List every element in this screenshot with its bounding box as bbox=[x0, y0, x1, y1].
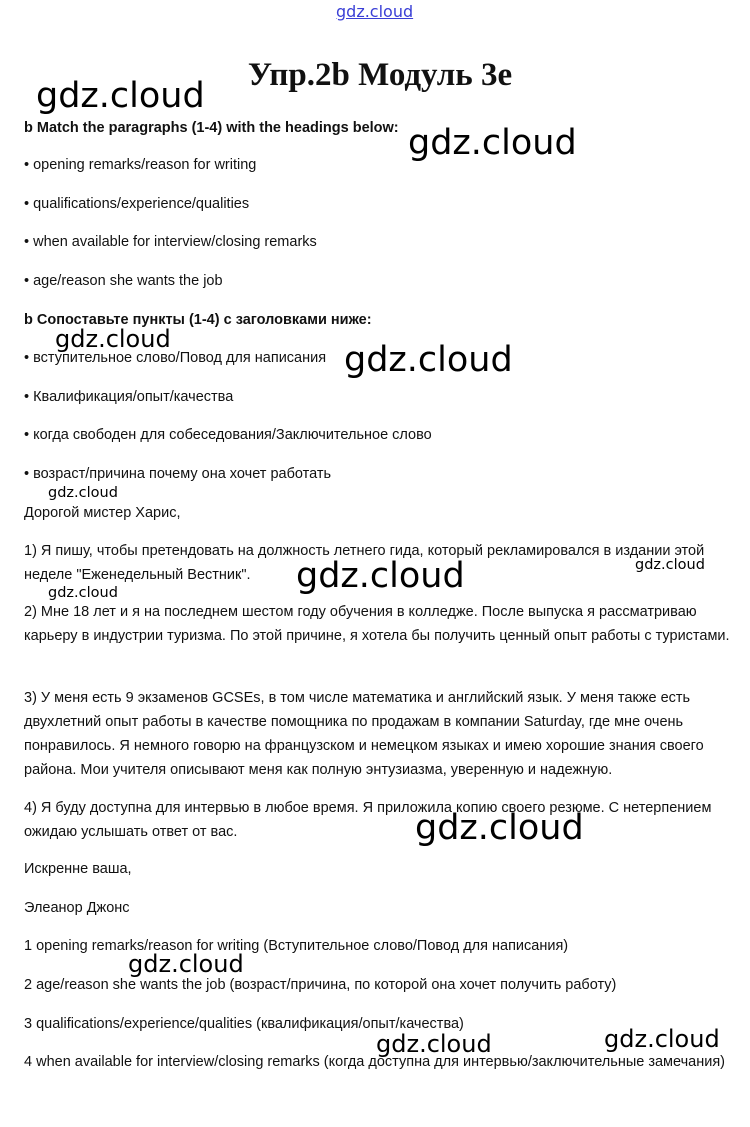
russian-heading: • вступительное слово/Повод для написания bbox=[24, 350, 327, 366]
answer-line: 4 when available for interview/closing remarks (когда доступна для интервью/заключительные замечания) bbox=[24, 1054, 726, 1070]
letter-signature: Элеанор Джонс bbox=[24, 900, 130, 916]
letter-paragraph: 3) У меня есть 9 экзаменов GCSEs, в том числе математика и английский язык. У меня также есть двухлетний опыт работы в качестве помощника по продажам в компании Saturday, где мне очень понравилось. Я немного говорю на французском и немецком языках и имею хорошие знания своего района. Мои учителя описывают меня как полную энтузиазма, уверенную и надежную. bbox=[24, 690, 704, 778]
watermark: gdz.cloud bbox=[36, 76, 205, 116]
watermark: gdz.cloud bbox=[336, 2, 414, 21]
letter-greeting: Дорогой мистер Харис, bbox=[24, 505, 181, 521]
russian-heading: • когда свободен для собеседования/Заключительное слово bbox=[24, 427, 432, 443]
watermark: gdz.cloud bbox=[408, 123, 577, 163]
watermark: gdz.cloud bbox=[48, 585, 118, 601]
watermark: gdz.cloud bbox=[376, 1030, 492, 1058]
letter-paragraph: 4) Я буду доступна для интервью в любое время. Я приложила копию своего резюме. С нетерпением ожидаю услышать ответ от вас. bbox=[24, 800, 712, 840]
answer-line: 2 age/reason she wants the job (возраст/причина, по которой она хочет получить работу) bbox=[24, 977, 617, 993]
russian-heading: • возраст/причина почему она хочет работать bbox=[24, 466, 332, 482]
english-instruction: b Match the paragraphs (1-4) with the headings below: bbox=[24, 120, 399, 136]
watermark: gdz.cloud bbox=[55, 325, 171, 353]
watermark: gdz.cloud bbox=[415, 808, 584, 848]
english-heading: • opening remarks/reason for writing bbox=[24, 157, 257, 173]
watermark: gdz.cloud bbox=[604, 1025, 720, 1053]
letter-paragraph: 2) Мне 18 лет и я на последнем шестом году обучения в колледже. После выпуска я рассматриваю карьеру в индустрии туризма. По этой причине, я хотела бы получить ценный опыт работы с туристами. bbox=[24, 604, 730, 644]
russian-instruction: b Сопоставьте пункты (1-4) с заголовками ниже: bbox=[24, 312, 372, 328]
russian-heading: • Квалификация/опыт/качества bbox=[24, 389, 234, 405]
letter-closing: Искренне ваша, bbox=[24, 861, 132, 877]
english-heading: • when available for interview/closing remarks bbox=[24, 234, 317, 250]
english-heading: • age/reason she wants the job bbox=[24, 273, 223, 289]
watermark: gdz.cloud bbox=[635, 557, 705, 573]
answer-line: 3 qualifications/experience/qualities (квалификация/опыт/качества) bbox=[24, 1016, 464, 1032]
watermark: gdz.cloud bbox=[296, 556, 465, 596]
answer-line: 1 opening remarks/reason for writing (Вступительное слово/Повод для написания) bbox=[24, 938, 569, 954]
english-heading: • qualifications/experience/qualities bbox=[24, 196, 250, 212]
page-title: Упр.2b Модуль 3e bbox=[247, 57, 513, 93]
watermark: gdz.cloud bbox=[344, 340, 513, 380]
letter-paragraph: 1) Я пишу, чтобы претендовать на должность летнего гида, который рекламировался в издании этой неделе "Еженедельный Вестник". bbox=[24, 543, 705, 583]
watermark: gdz.cloud bbox=[48, 485, 118, 501]
watermark: gdz.cloud bbox=[128, 950, 244, 978]
